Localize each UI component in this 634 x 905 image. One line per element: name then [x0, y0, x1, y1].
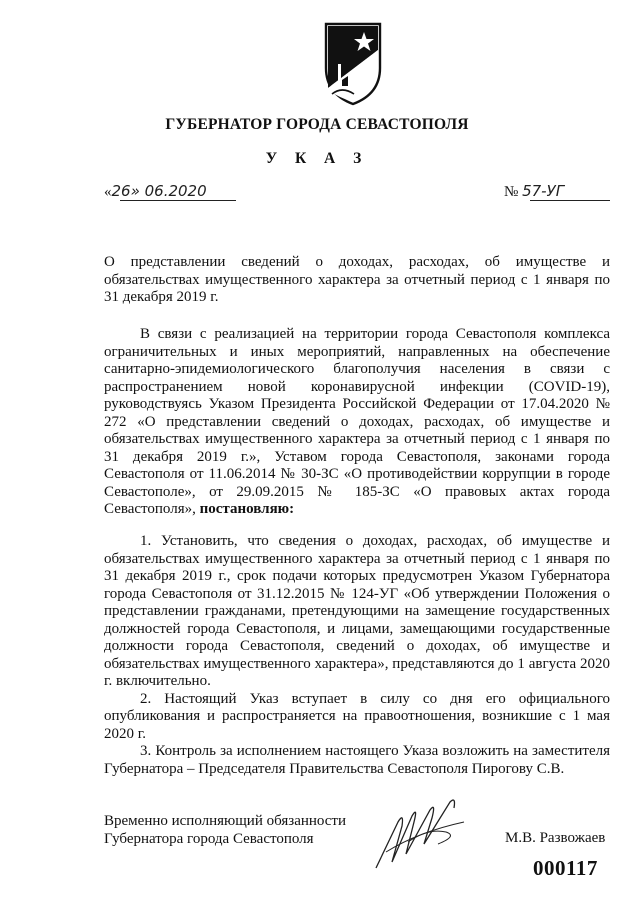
- serial-number: 000117: [533, 856, 598, 880]
- preamble-paragraph: [104, 326, 610, 519]
- decree-item-3: 3. Контроль за исполнением настоящего Указа возложить на заместителя Губернатора – Председателя Правительства Севастополя Пирогову С.В.: [104, 743, 610, 777]
- signer-name: М.В. Развожаев: [505, 830, 606, 846]
- document-date: [104, 182, 236, 204]
- decree-item-2: 2. Настоящий Указ вступает в силу со дня его официального опубликования и распространяется на правоотношения, возникшие с 1 мая 2020 г.: [104, 690, 610, 742]
- preamble-text: В связи с реализацией на территории города Севастополя комплекса ограничительных и иных мероприятий, направленных на обеспечение санитарно-эпидемиологического благополучия населения в связи с распространением новой коронавирусной инфекции (COVID-19), руководствуясь Указом Президента Российской Федерации от 17.04.2020 № 272 «О представлении сведений о доходах, расходах, об имуществе и обязательствах имущественного характера за отчетный период с 1 января по 31 декабря 2019 г.», Уставом города Севастополя, законами города Севастополя от 11.06.2014 № 30-ЗС «О противодействии коррупции в городе Севастополе», от 29.09.2015 № 185-ЗС «О правовых актах города Севастополя»,: [104, 326, 610, 517]
- document-number: [504, 182, 610, 204]
- date-underline: [120, 200, 236, 201]
- signer-position-line-1: Временно исполняющий обязанности: [104, 813, 347, 829]
- sevastopol-coat-of-arms-icon: [322, 20, 384, 106]
- decree-items: [104, 533, 610, 778]
- issuer-title: ГУБЕРНАТОР ГОРОДА СЕВАСТОПОЛЯ: [165, 116, 469, 133]
- document-subject: О представлении сведений о доходах, расходах, об имуществе и обязательствах имущественного характера за отчетный период с 1 января по 31 декабря 2019 г.: [104, 254, 610, 305]
- number-value: 57-УГ: [522, 182, 565, 200]
- handwritten-signature: [368, 792, 478, 872]
- number-underline: [530, 200, 610, 201]
- signer-position: [104, 812, 346, 848]
- date-day: 26: [111, 182, 131, 200]
- date-month-year: » 06.2020: [130, 182, 207, 200]
- signer-position-line-2: Губернатора города Севастополя: [104, 831, 314, 847]
- decree-item-1: 1. Установить, что сведения о доходах, расходах, об имуществе и обязательствах имущественного характера за отчетный период с 1 января по 31 декабря 2019 г., срок подачи которых предусмотрен Указом Губернатора города Севастополя от 31.12.2015 № 124-УГ «Об утверждении Положения о представлении гражданами, претендующими на замещение государственных должностей города Севастополя, и лицами, замещающими государственные должности города Севастополя, сведений о доходах, об имуществе и обязательствах имущественного характера», представляются до 1 августа 2020 г. включительно.: [104, 533, 610, 689]
- decree-word: постановляю:: [199, 501, 295, 517]
- date-prefix: «: [104, 184, 112, 200]
- number-prefix: №: [504, 184, 519, 200]
- document-type: У К А З: [265, 150, 369, 167]
